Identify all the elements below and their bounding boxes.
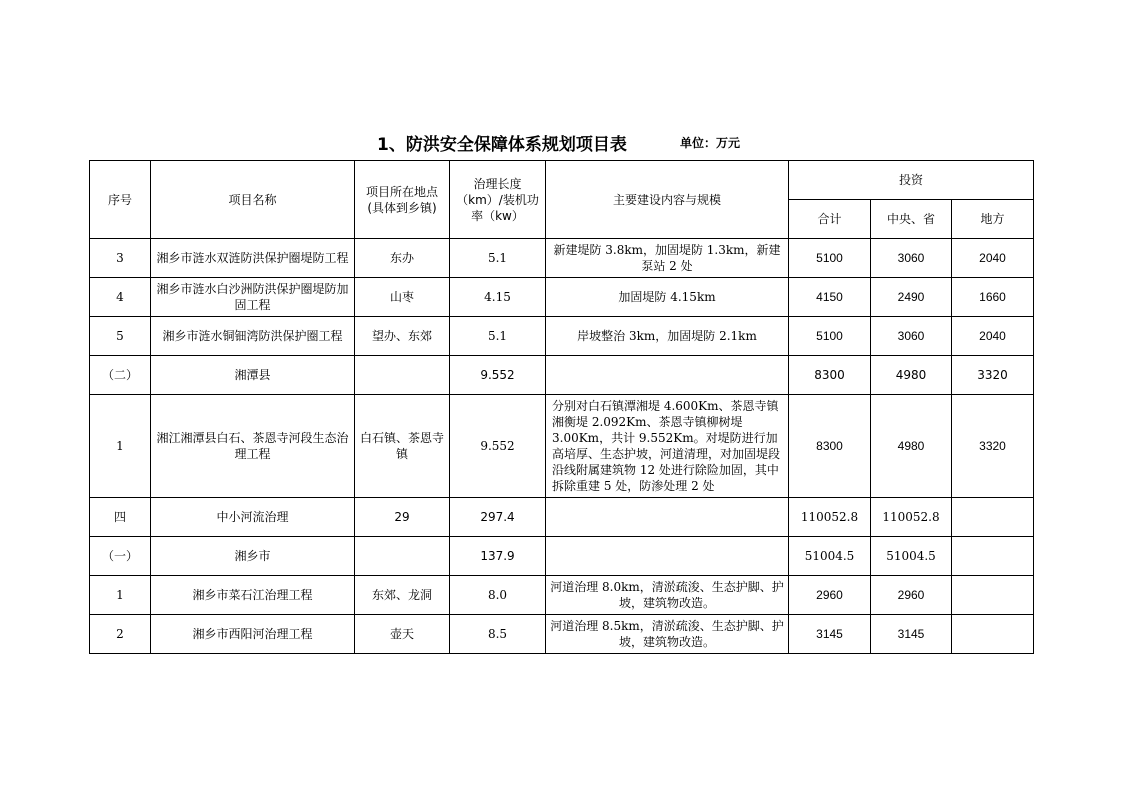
cell-name: 湘乡市 [151, 537, 355, 576]
cell-location: 29 [355, 498, 450, 537]
cell-location: 白石镇、茶恩寺镇 [355, 395, 450, 498]
cell-total: 5100 [789, 239, 871, 278]
cell-central: 51004.5 [871, 537, 952, 576]
header-central: 中央、省 [871, 200, 952, 239]
cell-length: 9.552 [450, 395, 546, 498]
table-row [90, 278, 1034, 317]
cell-central: 3060 [871, 239, 952, 278]
header-location: 项目所在地点(具体到乡镇) [355, 161, 450, 239]
title-row [0, 130, 1122, 156]
cell-local [952, 537, 1034, 576]
table-row [90, 395, 1034, 498]
cell-location: 望办、东郊 [355, 317, 450, 356]
cell-local: 3320 [952, 395, 1034, 498]
table-row [90, 537, 1034, 576]
cell-name: 湘乡市涟水双涟防洪保护圈堤防工程 [151, 239, 355, 278]
cell-central: 2960 [871, 576, 952, 615]
cell-central: 4980 [871, 356, 952, 395]
cell-location: 山枣 [355, 278, 450, 317]
cell-location: 东办 [355, 239, 450, 278]
header-total: 合计 [789, 200, 871, 239]
cell-content [546, 498, 789, 537]
cell-length: 297.4 [450, 498, 546, 537]
cell-length: 9.552 [450, 356, 546, 395]
table-row [90, 239, 1034, 278]
cell-central: 4980 [871, 395, 952, 498]
cell-location [355, 356, 450, 395]
cell-length: 8.0 [450, 576, 546, 615]
cell-content [546, 537, 789, 576]
cell-seq: （二） [90, 356, 151, 395]
cell-local: 2040 [952, 239, 1034, 278]
table-row [90, 615, 1034, 654]
cell-name: 湘乡市涟水铜钿湾防洪保护圈工程 [151, 317, 355, 356]
cell-central: 3145 [871, 615, 952, 654]
cell-local: 3320 [952, 356, 1034, 395]
cell-location: 东郊、龙洞 [355, 576, 450, 615]
cell-length: 8.5 [450, 615, 546, 654]
cell-total: 4150 [789, 278, 871, 317]
cell-content: 加固堤防 4.15km [546, 278, 789, 317]
unit-label: 单位：万元 [680, 136, 741, 150]
cell-name: 湘江湘潭县白石、茶恩寺河段生态治理工程 [151, 395, 355, 498]
header-name: 项目名称 [151, 161, 355, 239]
header-seq: 序号 [90, 161, 151, 239]
header-row-1 [90, 161, 1034, 200]
cell-seq: （一） [90, 537, 151, 576]
cell-content: 岸坡整治 3km，加固堤防 2.1km [546, 317, 789, 356]
cell-length: 137.9 [450, 537, 546, 576]
cell-name: 湘乡市西阳河治理工程 [151, 615, 355, 654]
cell-name: 湘乡市涟水白沙洲防洪保护圈堤防加固工程 [151, 278, 355, 317]
cell-length: 5.1 [450, 317, 546, 356]
cell-seq: 四 [90, 498, 151, 537]
cell-total: 2960 [789, 576, 871, 615]
table-row [90, 576, 1034, 615]
cell-location [355, 537, 450, 576]
cell-seq: 3 [90, 239, 151, 278]
cell-seq: 1 [90, 576, 151, 615]
cell-name: 中小河流治理 [151, 498, 355, 537]
table-row [90, 317, 1034, 356]
cell-total: 8300 [789, 395, 871, 498]
cell-central: 110052.8 [871, 498, 952, 537]
cell-content: 分别对白石镇潭湘堤 4.600Km、茶恩寺镇湘衡堤 2.092Km、茶恩寺镇柳树堤 3.00Km，共计 9.552Km。对堤防进行加高培厚、生态护坡，河道清理，对加固堤段沿线附属建筑物 12 处进行除险加固，其中拆除重建 5 处，防渗处理 2 处 [546, 395, 789, 498]
cell-length: 4.15 [450, 278, 546, 317]
table-row [90, 356, 1034, 395]
cell-name: 湘乡市菜石江治理工程 [151, 576, 355, 615]
cell-total: 8300 [789, 356, 871, 395]
cell-seq: 5 [90, 317, 151, 356]
cell-seq: 2 [90, 615, 151, 654]
header-local: 地方 [952, 200, 1034, 239]
cell-local [952, 615, 1034, 654]
cell-name: 湘潭县 [151, 356, 355, 395]
cell-content: 河道治理 8.0km，清淤疏浚、生态护脚、护坡，建筑物改造。 [546, 576, 789, 615]
cell-total: 51004.5 [789, 537, 871, 576]
cell-total: 5100 [789, 317, 871, 356]
cell-local [952, 498, 1034, 537]
cell-content: 新建堤防 3.8km，加固堤防 1.3km，新建泵站 2 处 [546, 239, 789, 278]
cell-central: 2490 [871, 278, 952, 317]
cell-total: 110052.8 [789, 498, 871, 537]
cell-content [546, 356, 789, 395]
cell-local [952, 576, 1034, 615]
header-length: 治理长度（km）/装机功率（kw） [450, 161, 546, 239]
cell-seq: 4 [90, 278, 151, 317]
cell-seq: 1 [90, 395, 151, 498]
cell-length: 5.1 [450, 239, 546, 278]
page-title: 1、防洪安全保障体系规划项目表 [377, 135, 627, 155]
project-table [89, 160, 1034, 654]
cell-local: 2040 [952, 317, 1034, 356]
cell-content: 河道治理 8.5km，清淤疏浚、生态护脚、护坡，建筑物改造。 [546, 615, 789, 654]
cell-location: 壶天 [355, 615, 450, 654]
header-investment: 投资 [789, 161, 1034, 200]
table-row [90, 498, 1034, 537]
cell-total: 3145 [789, 615, 871, 654]
header-content: 主要建设内容与规模 [546, 161, 789, 239]
cell-central: 3060 [871, 317, 952, 356]
cell-local: 1660 [952, 278, 1034, 317]
